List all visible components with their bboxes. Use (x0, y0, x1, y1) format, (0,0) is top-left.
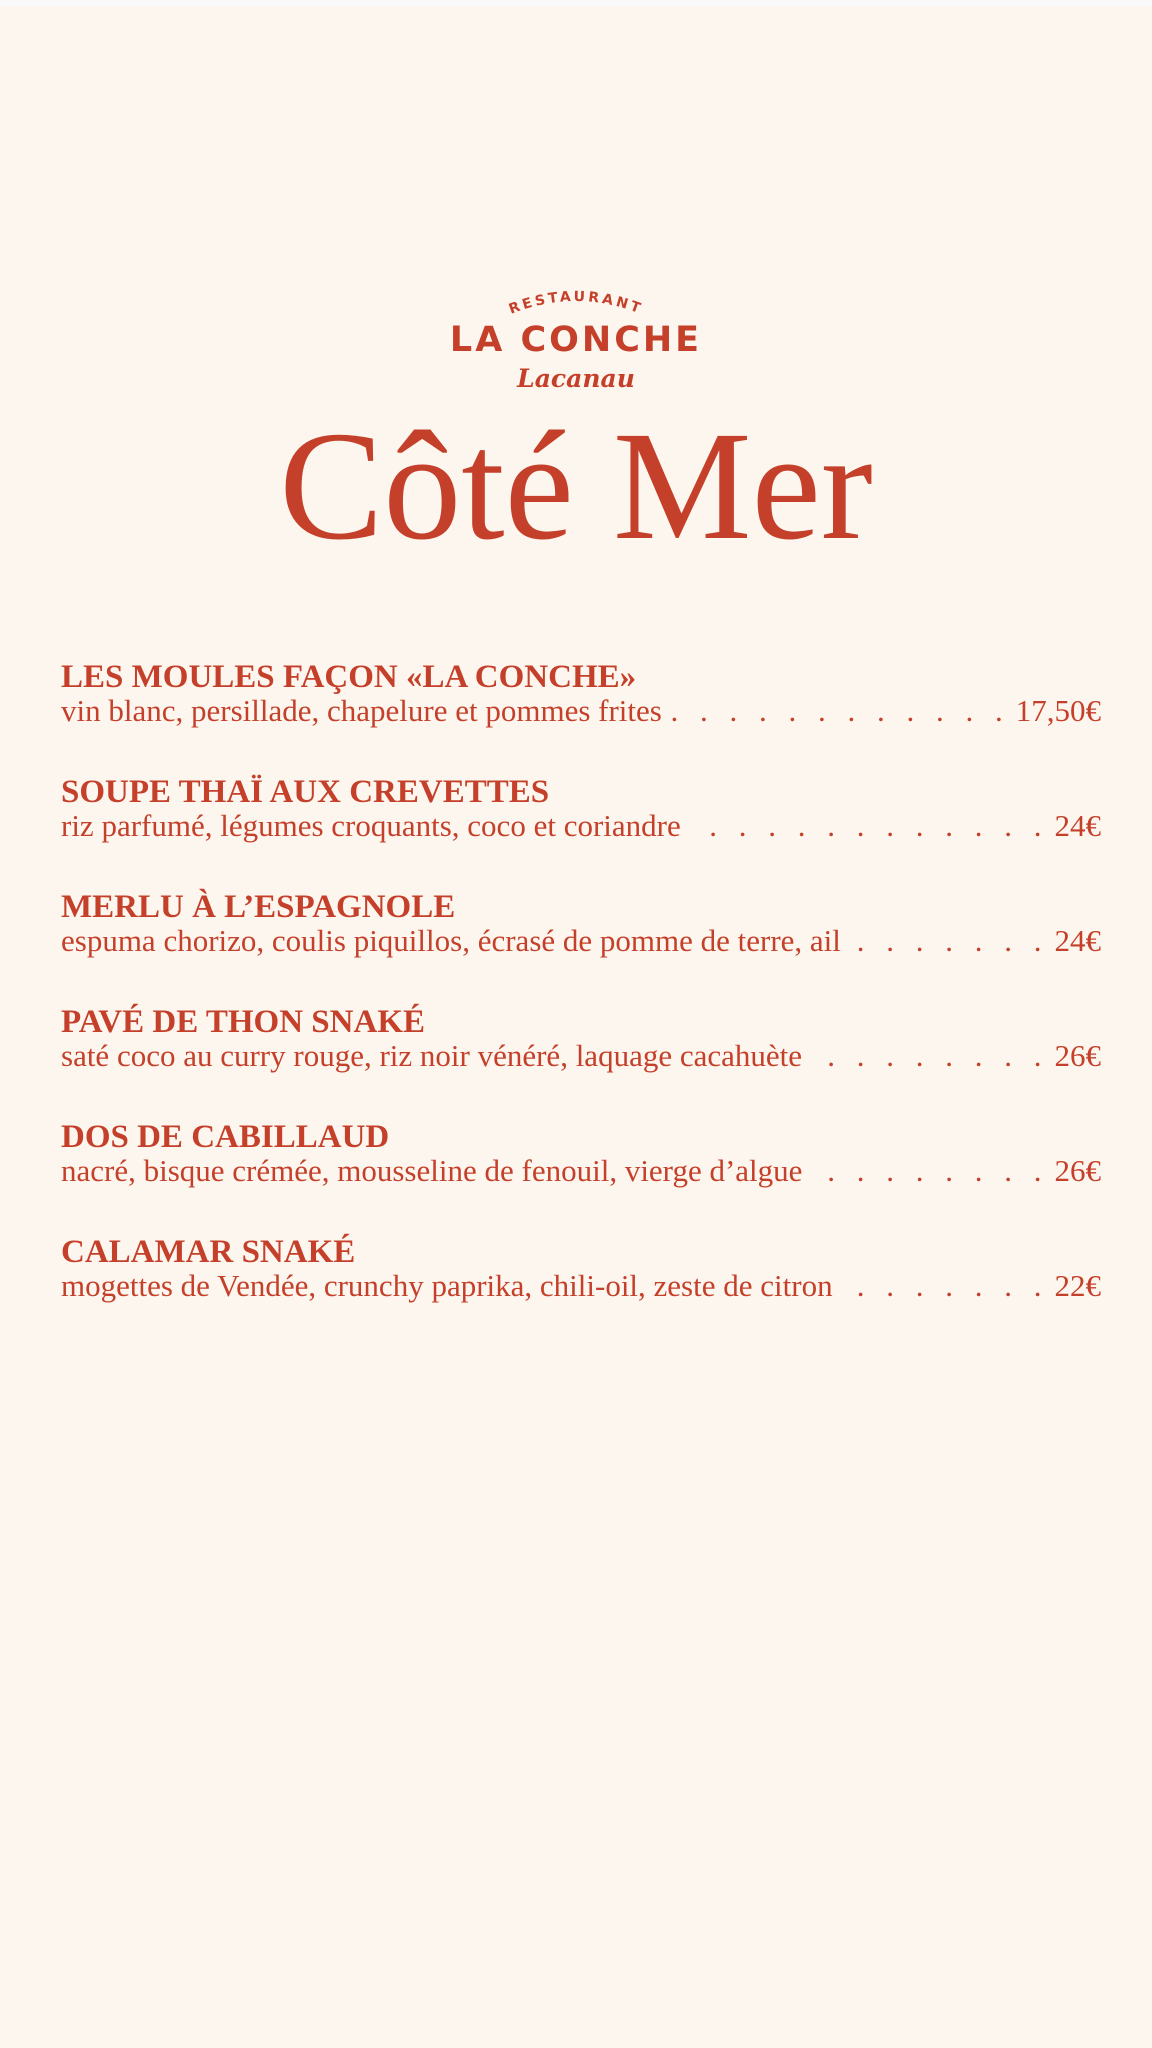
menu-list (61, 660, 1101, 1350)
dot-leader (839, 1269, 1049, 1303)
brand-name: LA CONCHE (449, 320, 703, 360)
dot-leader (808, 1039, 1048, 1073)
dot-leader (847, 924, 1049, 958)
menu-item-price: 26€ (1054, 1153, 1101, 1188)
menu-item (61, 1005, 1101, 1120)
top-edge-line (0, 0, 1152, 6)
menu-item (61, 890, 1101, 1005)
page-title: Côté Mer (279, 399, 873, 572)
menu-item-name: SOUPE THAÏ AUX CREVETTES (61, 774, 550, 810)
menu-item-line (61, 1039, 1101, 1073)
menu-item-name: DOS DE CABILLAUD (61, 1119, 390, 1155)
menu-item-description: espuma chorizo, coulis piquillos, écrasé de pomme de terre, ail (61, 923, 841, 958)
menu-item-price: 24€ (1054, 808, 1101, 843)
brand-location: Lacanau (517, 364, 635, 393)
menu-item-line (61, 1154, 1101, 1188)
restaurant-logo (426, 278, 726, 398)
svg-text:RESTAURANT: RESTAURANT (506, 288, 646, 318)
menu-item-description: riz parfumé, légumes croquants, coco et coriandre (61, 808, 681, 843)
menu-item-description: nacré, bisque crémée, mousseline de fenouil, vierge d’algue (61, 1153, 803, 1188)
menu-item-price: 26€ (1054, 1038, 1101, 1073)
menu-item-price: 22€ (1054, 1268, 1101, 1303)
menu-item-line (61, 809, 1101, 843)
dot-leader (687, 809, 1049, 843)
menu-item-name: MERLU À L’ESPAGNOLE (61, 889, 456, 925)
menu-item-description: saté coco au curry rouge, riz noir vénéré, laquage cacahuète (61, 1038, 803, 1073)
menu-item-line (61, 924, 1101, 958)
dot-leader (668, 694, 1010, 728)
menu-item-line (61, 694, 1101, 728)
menu-item (61, 775, 1101, 890)
menu-item-price: 24€ (1054, 923, 1101, 958)
menu-item (61, 1235, 1101, 1350)
menu-item-name: PAVÉ DE THON SNAKÉ (61, 1004, 425, 1040)
menu-item-name: LES MOULES FAÇON «LA CONCHE» (61, 659, 637, 695)
menu-item-description: mogettes de Vendée, crunchy paprika, chili-oil, zeste de citron (61, 1268, 833, 1303)
dot-leader (808, 1154, 1048, 1188)
menu-item (61, 1120, 1101, 1235)
menu-item (61, 660, 1101, 775)
menu-item-line (61, 1269, 1101, 1303)
menu-item-name: CALAMAR SNAKÉ (61, 1234, 356, 1270)
menu-item-description: vin blanc, persillade, chapelure et pommes frites (61, 693, 662, 728)
menu-item-price: 17,50€ (1015, 693, 1101, 728)
